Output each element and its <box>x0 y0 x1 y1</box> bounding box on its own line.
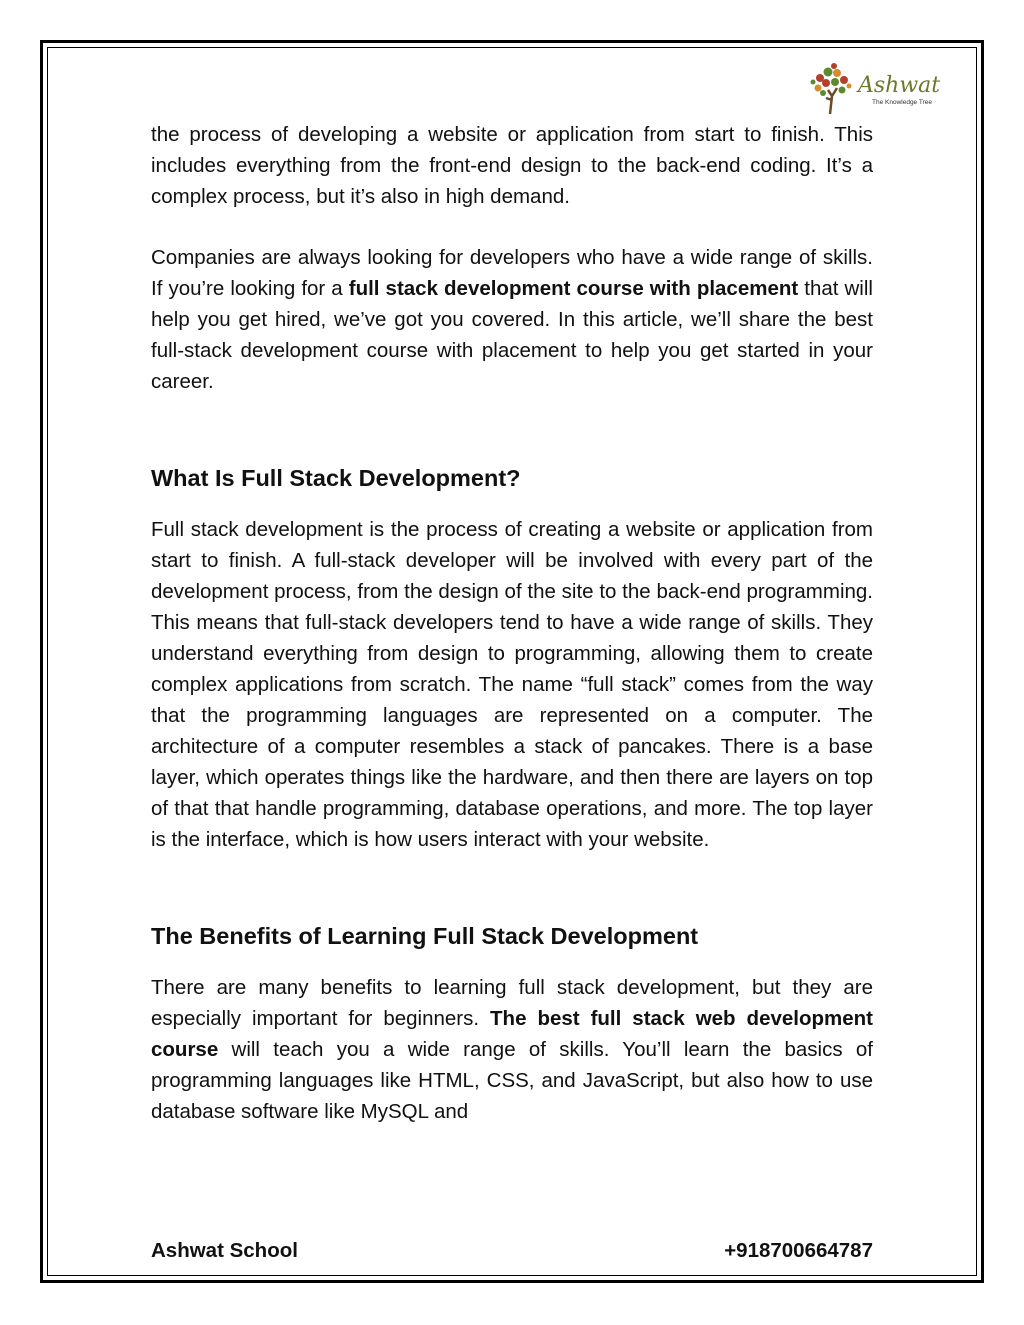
page-footer <box>151 1237 873 1265</box>
paragraph-text: There are many benefits to learning full stack development, but they are especially important for beginners. <box>151 976 873 1030</box>
paragraph-definition: Full stack development is the process of creating a website or application from start to finish. A full-stack developer will be involved with every part of the development process, from the design of the site to the back-end programming. This means that full-stack developers tend to have a wide range of skills. They understand everything from design to programming, allowing them to create complex applications from scratch. The name “full stack” comes from the way that the programming languages are represented on a computer. The architecture of a computer resembles a stack of pancakes. There is a base layer, which operates things like the hardware, and then there are layers on top of that that handle programming, database operations, and more. The top layer is the interface, which is how users interact with your website. <box>151 518 873 851</box>
footer-phone-number: +918700664787 <box>724 1239 873 1262</box>
logo-tagline: The Knowledge Tree <box>872 99 932 106</box>
section-heading-what-is: What Is Full Stack Development? <box>151 465 521 491</box>
document-body <box>151 119 873 1127</box>
ashwat-logo <box>806 60 946 118</box>
paragraph-text: Companies are always looking for developers who have a wide range of skills. If you’re looking for a <box>151 246 873 300</box>
paragraph-intro: the process of developing a website or application from start to finish. This includes everything from the front-end design to the back-end coding. It’s a complex process, but it’s also in high demand. <box>151 123 873 208</box>
paragraph-companies <box>151 242 873 397</box>
tree-logo-icon <box>806 60 946 118</box>
bold-keyword: The best full stack web development course <box>151 1007 873 1061</box>
footer-school-name: Ashwat School <box>151 1239 298 1262</box>
paragraph-text: that will help you get hired, we’ve got you covered. In this article, we’ll share the best full-stack development course with placement to help you get started in your career. <box>151 277 873 393</box>
bold-keyword: full stack development course with placement <box>348 277 799 300</box>
section-heading-benefits: The Benefits of Learning Full Stack Development <box>151 923 699 949</box>
logo-wordmark: Ashwat <box>858 73 941 98</box>
paragraph-text: will teach you a wide range of skills. You’ll learn the basics of programming languages like HTML, CSS, and JavaScript, but also how to use database software like MySQL and <box>151 1038 873 1123</box>
paragraph-benefits <box>151 972 873 1127</box>
